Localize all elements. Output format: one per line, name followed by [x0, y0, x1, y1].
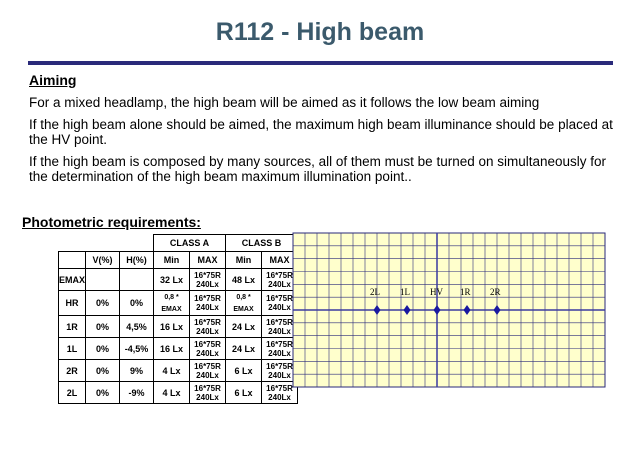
cell-b-min-text: 0,8 *: [236, 294, 251, 301]
cell-a-min: [154, 360, 190, 382]
aiming-point-label: 2L: [370, 287, 380, 297]
cell-a-min: [154, 338, 190, 360]
cell-v: [86, 291, 120, 316]
cell-a-min-text: 0,8 *: [164, 294, 179, 301]
cell-b-max-top: 16*75R: [266, 383, 293, 393]
table-row: [59, 360, 298, 382]
title-divider: [28, 61, 613, 65]
row-label: [59, 291, 86, 316]
cell-a-max-top: 16*75R: [194, 294, 221, 303]
col-h-header: H(%): [120, 252, 154, 269]
cell-h-text: -4,5%: [124, 343, 149, 354]
col-b-max-header: MAX: [262, 252, 298, 269]
cell-a-min-text: 32 Lx: [160, 274, 184, 285]
cell-v: [86, 269, 120, 291]
cell-a-max: [190, 269, 226, 291]
cell-b-max-bot: 240Lx: [268, 348, 291, 358]
cell-v: [86, 316, 120, 338]
cell-a-max: [190, 360, 226, 382]
cell-b-min-text: 24 Lx: [232, 321, 256, 332]
cell-a-max-bot: 240Lx: [196, 279, 219, 289]
cell-b-min-text: 24 Lx: [232, 343, 256, 354]
cell-a-max: [190, 338, 226, 360]
cell-v-text: 0%: [96, 365, 110, 376]
cell-a-min-text: 4 Lx: [162, 387, 181, 398]
cell-a-max-top: 16*75R: [194, 339, 221, 349]
class-a-header: CLASS A: [154, 235, 226, 252]
cell-b-min: [226, 338, 262, 360]
cell-b-min: [226, 291, 262, 316]
cell-b-max-bot: 240Lx: [268, 392, 291, 402]
col-a-min-header: Min: [154, 252, 190, 269]
cell-a-max-bot: 240Lx: [196, 348, 219, 358]
cell-a-max-top: 16*75R: [194, 270, 221, 280]
cell-v: [86, 338, 120, 360]
column-header-row: [59, 252, 298, 269]
row-label: [59, 382, 86, 404]
cell-a-max-bot: 240Lx: [196, 370, 219, 380]
cell-h: [120, 382, 154, 404]
cell-a-min-text: 16 Lx: [160, 321, 184, 332]
row-label-text: HR: [65, 298, 79, 308]
cell-h-text: 9%: [130, 365, 144, 376]
cell-h: [120, 338, 154, 360]
col-a-max-header: MAX: [190, 252, 226, 269]
row-label-text: 1L: [66, 343, 78, 354]
cell-b-min-text: 48 Lx: [232, 274, 256, 285]
row-label: [59, 360, 86, 382]
cell-h-text: 4,5%: [126, 321, 147, 332]
cell-b-max-bot: 240Lx: [268, 370, 291, 380]
cell-b-min: [226, 269, 262, 291]
cell-a-max: [190, 291, 226, 316]
cell-v: [86, 360, 120, 382]
aiming-diagram: [292, 232, 606, 393]
row-label-text: 1R: [66, 321, 78, 332]
cell-a-max: [190, 382, 226, 404]
cell-b-min: [226, 360, 262, 382]
cell-a-max-top: 16*75R: [194, 383, 221, 393]
photometric-heading: Photometric requirements:: [22, 214, 201, 230]
cell-a-min-sub: EMAX: [161, 306, 182, 313]
row-label: [59, 269, 86, 291]
cell-a-max-top: 16*75R: [194, 361, 221, 371]
row-label-text: 2R: [66, 365, 78, 376]
table-row: [59, 316, 298, 338]
cell-v-text: 0%: [96, 343, 110, 354]
cell-b-max-top: 16*75R: [266, 294, 293, 303]
aiming-point-label: 1R: [460, 287, 471, 297]
cell-v-text: 0%: [96, 298, 110, 308]
cell-v: [86, 382, 120, 404]
class-b-header: CLASS B: [226, 235, 298, 252]
photometric-table: [58, 234, 298, 404]
cell-b-max-top: 16*75R: [266, 361, 293, 371]
cell-v-text: 0%: [96, 387, 110, 398]
cell-b-min: [226, 382, 262, 404]
class-header-row: [59, 235, 298, 252]
cell-h-text: -9%: [128, 387, 145, 398]
cell-h: [120, 360, 154, 382]
cell-b-min-text: 6 Lx: [234, 365, 253, 376]
cell-a-max-top: 16*75R: [194, 317, 221, 327]
row-label-text: EMAX: [59, 274, 86, 285]
col-v-header: V(%): [86, 252, 120, 269]
table-row: [59, 291, 298, 316]
cell-h: [120, 269, 154, 291]
cell-a-min: [154, 316, 190, 338]
cell-a-max-bot: 240Lx: [196, 326, 219, 336]
cell-a-max-bot: 240Lx: [196, 303, 219, 312]
cell-b-max-bot: 240Lx: [268, 303, 291, 312]
table-row: [59, 269, 298, 291]
cell-a-min-text: 4 Lx: [162, 365, 181, 376]
aiming-point-label: HV: [430, 287, 443, 297]
cell-a-min: [154, 291, 190, 316]
aiming-paragraph-1: For a mixed headlamp, the high beam will be aimed as it follows the low beam aiming: [29, 95, 540, 110]
row-label: [59, 316, 86, 338]
aiming-paragraph-3: If the high beam is composed by many sources, all of them must be turned on simultaneously for the determination of the high beam maximum illumination point..: [29, 154, 607, 184]
cell-a-max-bot: 240Lx: [196, 392, 219, 402]
cell-a-min-text: 16 Lx: [160, 343, 184, 354]
aiming-point-label: 2R: [490, 287, 501, 297]
cell-b-min: [226, 316, 262, 338]
aiming-paragraph-2: If the high beam alone should be aimed, the maximum high beam illuminance should be placed at the HV point.: [29, 117, 613, 147]
cell-b-max-top: 16*75R: [266, 270, 293, 280]
table-row: [59, 382, 298, 404]
cell-b-max-bot: 240Lx: [268, 326, 291, 336]
cell-v-text: 0%: [96, 321, 110, 332]
aiming-heading: Aiming: [29, 72, 77, 88]
cell-b-max-bot: 240Lx: [268, 279, 291, 289]
aiming-point-label: 1L: [400, 287, 410, 297]
row-label: [59, 338, 86, 360]
cell-a-max: [190, 316, 226, 338]
aiming-grid: [292, 232, 606, 388]
cell-h-text: 0%: [130, 298, 144, 308]
cell-h: [120, 316, 154, 338]
cell-b-max-top: 16*75R: [266, 339, 293, 349]
cell-b-max-top: 16*75R: [266, 317, 293, 327]
cell-b-min-text: 6 Lx: [234, 387, 253, 398]
cell-a-min: [154, 382, 190, 404]
table-row: [59, 338, 298, 360]
row-label-text: 2L: [66, 387, 78, 398]
cell-b-min-sub: EMAX: [233, 306, 254, 313]
col-b-min-header: Min: [226, 252, 262, 269]
page-title: R112 - High beam: [215, 18, 425, 46]
cell-a-min: [154, 269, 190, 291]
cell-h: [120, 291, 154, 316]
